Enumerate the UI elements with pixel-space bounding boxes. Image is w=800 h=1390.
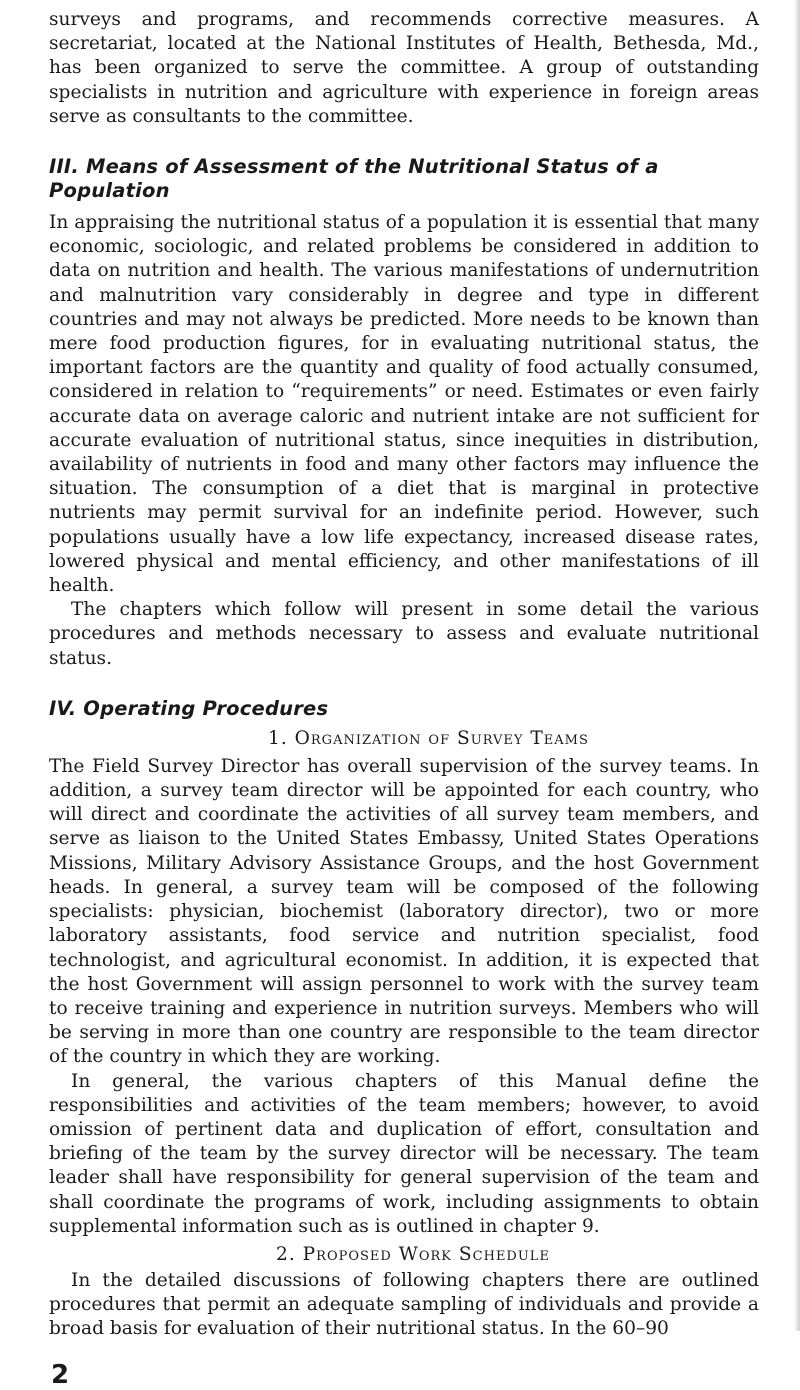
means-paragraph-2: The chapters which follow will present in some detail the various procedures and methods necessary to assess and evaluate nutritional status.	[49, 599, 759, 669]
organization-paragraph-1: The Field Survey Director has overall supervision of the survey teams. In addition, a survey team director will be appointed for each country, who will direct and coordinate the activities of all survey team members, and serve as liaison to the United States Embassy, United States Operations Missions, Military Advisory Assistance Groups, and the host Government heads. In general, a survey team will be composed of the following specialists: physician, biochemist (laboratory director), two or more laboratory assistants, food service and nutrition specialist, food technologist, and agricultural economist. In addition, it is expected that the host Government will assign personnel to work with the survey team to receive training and experience in nutrition surveys. Members who will be serving in more than one country are responsible to the team director of the country in which they are working.	[49, 755, 759, 1068]
page-edge-shadow	[794, 0, 800, 1331]
page-content	[49, 8, 759, 1390]
organization-paragraph-2: In general, the various chapters of this Manual define the responsibilities and activities of the team members; however, to avoid omission of pertinent data and duplication of effort, consultation and briefing of the team by the survey director will be necessary. The team leader shall have responsibility for general supervision of the team and shall coordinate the programs of work, including assignments to obtain supplemental information such as is outlined in chapter 9.	[49, 1070, 759, 1237]
page-number: 2	[51, 1359, 70, 1390]
subheading-organization-of-survey-teams: 1. Organization of Survey Teams	[268, 727, 589, 749]
subheading-proposed-work-schedule: 2. Proposed Work Schedule	[276, 1243, 550, 1265]
means-paragraph-1: In appraising the nutritional status of a population it is essential that many economic, sociologic, and related problems be considered in addition to data on nutrition and health. The various manifestations of undernutrition and malnutrition vary considerably in degree and type in different countries and may not always be predicted. More needs to be known than mere food production figures, for in evaluating nutritional status, the important factors are the quantity and quality of food actually consumed, considered in relation to “requirements” or need. Estimates or even fairly accurate data on average caloric and nutrient intake are not sufficient for accurate evaluation of nutritional status, since inequities in distribution, availability of nutrients in food and many other factors may influence the situation. The consumption of a diet that is marginal in protective nutrients may permit survival for an indefinite period. However, such populations usually have a low life expectancy, increased disease rates, lowered physical and mental efficiency, and other manifestations of ill health.	[49, 212, 759, 597]
intro-paragraph: surveys and programs, and recommends corrective measures. A secretariat, located at the National Institutes of Health, Bethesda, Md., has been organized to serve the committee. A group of outstanding specialists in nutrition and agriculture with experience in foreign areas serve as consultants to the committee.	[49, 9, 759, 127]
section-heading-iii: III. Means of Assessment of the Nutritional Status of a Population	[49, 155, 659, 203]
schedule-paragraph-1: In the detailed discussions of following chapters there are outlined procedures that permit an adequate sampling of individuals and provide a broad basis for evaluation of their nutritional status. In the 60–90	[49, 1269, 759, 1340]
section-heading-iv: IV. Operating Procedures	[49, 696, 329, 720]
